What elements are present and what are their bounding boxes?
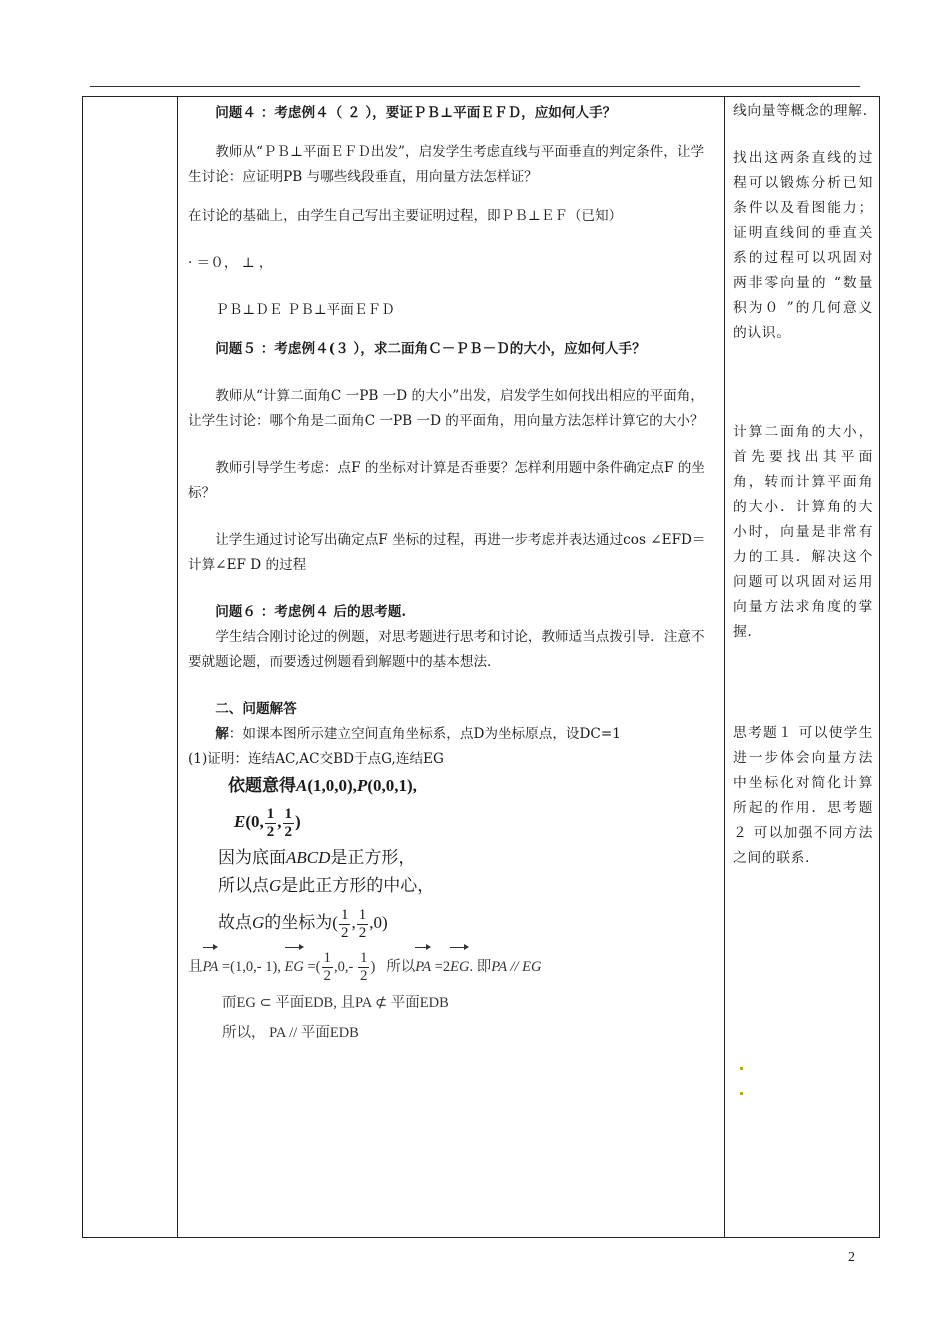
problem5-title: 问题５ ：考虑例４(３ ），求二面角Ｃ－ＰＢ－Ｄ的大小，应如何人手？ xyxy=(215,341,646,357)
problem4-para1: 教师从“ＰＢ⊥平面ＥＦＤ出发”，启发学生考虑直线与平面垂直的判定条件，让学生讨论：应证明PB 与哪些线段垂直，用向量方法怎样证？ xyxy=(188,144,705,185)
math-line-3 xyxy=(188,844,716,872)
solution-text: ：如课本图所示建立空间直角坐标系，点D为坐标原点，设DC=1 xyxy=(228,726,621,742)
numerator: 1 xyxy=(266,805,275,822)
side-note-3: 计算二面角的大小，首先要找出其平面角，转而计算平面角的大小．计算角的大小时，向量是非常有力的工具．解决这个问题可以巩固对运用向量方法求角度的掌握. xyxy=(733,424,873,640)
denominator: 2 xyxy=(323,968,332,985)
math-5-comma: , xyxy=(351,913,356,932)
problem4-title: 问题４ ：考虑例４（ ２ ），要证ＰＢ⊥平面ＥＦＤ，应如何人手？ xyxy=(215,105,617,121)
problem4-para2: 在讨论的基础上，由学生自己写出主要证明过程，即ＰＢ⊥ＥＦ（已知） xyxy=(188,208,623,224)
fraction xyxy=(339,907,351,942)
marker-dot xyxy=(740,1092,743,1095)
vector-pa: PA xyxy=(203,946,219,988)
fraction xyxy=(357,907,369,942)
vector-eg: EG xyxy=(450,946,469,988)
math-5-name: G xyxy=(252,913,265,932)
math-2-comma: , xyxy=(277,812,282,831)
math-line-7: 而EG ⊂ 平面EDB, 且PA ⊄ 平面EDB xyxy=(222,995,449,1011)
math-1-text: 依题意得 xyxy=(228,776,296,795)
vector-eg: EG xyxy=(285,946,304,988)
vector-pa: PA xyxy=(415,946,431,988)
math-6-so: 所以 xyxy=(386,959,416,975)
math-4-pre: 所以点 xyxy=(218,876,269,895)
math-line-1 xyxy=(188,772,716,800)
math-2-close: ) xyxy=(295,812,301,831)
numerator: 1 xyxy=(284,805,293,822)
math-4-post: 是此正方形的中心， xyxy=(281,876,435,895)
math-4-name: G xyxy=(269,876,282,895)
math-3-name: ABCD xyxy=(286,848,331,867)
main-content-column xyxy=(178,97,725,1238)
denominator: 2 xyxy=(358,924,367,941)
fraction xyxy=(265,806,277,841)
problem4-para4: ＰＢ⊥ＤＥ ＰＢ⊥平面ＥＦＤ xyxy=(215,302,395,318)
math-2-open: (0, xyxy=(245,812,264,831)
numerator: 1 xyxy=(340,906,349,923)
math-line-4 xyxy=(188,872,716,900)
math-5-close: ,0) xyxy=(369,913,388,932)
math-6-close: ) xyxy=(370,959,376,975)
numerator: 1 xyxy=(359,950,368,967)
math-line-5 xyxy=(188,900,716,946)
page-number: 2 xyxy=(848,1250,855,1265)
math-6-eq2: =( xyxy=(303,959,321,975)
header-rule xyxy=(90,86,860,87)
math-3-pre: 因为底面 xyxy=(218,848,286,867)
math-6-ji: . 即 xyxy=(469,959,492,975)
denominator: 2 xyxy=(266,823,275,840)
solution-line xyxy=(188,722,716,747)
problem5-para1: 教师从“计算二面角C 一PB 一D 的大小”出发，启发学生如何找出相应的平面角，让学生讨论：哪个角是二面角C 一PB 一D 的平面角，用向量方法怎样计算它的大小？ xyxy=(188,388,704,429)
point-a-coord: (1,0,0), xyxy=(307,776,357,795)
problem4-para3: · ＝０， ⊥ ， xyxy=(188,255,273,271)
side-note-4: 思考题１ 可以使学生进一步体会向量方法中坐标化对简化计算所起的作用．思考题２ 可以加强不同方法之间的联系. xyxy=(733,725,873,866)
problem6-para1: 学生结合刚讨论过的例题，对思考题进行思考和讨论，教师适当点拨引导．注意不要就题论题，而要透过例题看到解题中的基本想法. xyxy=(188,629,705,670)
fraction xyxy=(283,806,295,841)
denominator: 2 xyxy=(284,823,293,840)
fraction xyxy=(322,950,334,985)
point-a: A xyxy=(296,776,308,795)
side-notes-column xyxy=(725,97,880,1238)
fraction xyxy=(358,950,370,985)
left-empty-column xyxy=(83,97,178,1238)
denominator: 2 xyxy=(340,924,349,941)
marker-dot xyxy=(740,1067,743,1070)
numerator: 1 xyxy=(358,906,367,923)
parallel-statement: PA // EG xyxy=(491,959,542,975)
math-5-mid: 的坐标为( xyxy=(264,913,338,932)
math-3-post: 是正方形， xyxy=(330,848,416,867)
point-p-coord: (0,0,1), xyxy=(367,776,417,795)
problem5-para3: 让学生通过讨论写出确定点F 坐标的过程，再进一步考虑并表达通过cos ∠EFD＝ 计算∠EF D 的过程 xyxy=(188,532,706,573)
math-5-pre: 故点 xyxy=(218,913,252,932)
point-e: E xyxy=(234,812,246,831)
problem5-para2: 教师引导学生考虑：点F 的坐标对计算是否垂要？怎样利用题中条件确定点F 的坐标？ xyxy=(188,460,705,501)
lesson-table xyxy=(82,96,880,1238)
math-line-6 xyxy=(188,946,716,988)
numerator: 1 xyxy=(323,950,332,967)
answer-heading: 二、问题解答 xyxy=(215,701,297,717)
side-note-1: 线向量等概念的理解. xyxy=(733,103,868,119)
math-6-eq1: =(1,0,- 1), xyxy=(218,959,281,975)
math-line-2 xyxy=(188,800,716,844)
proof-line: (1)证明：连结AC,AC交BD于点G,连结EG xyxy=(188,751,444,767)
problem6-title: 问题６ ：考虑例４ 后的思考题. xyxy=(215,604,407,620)
denominator: 2 xyxy=(359,968,368,985)
math-6-qie: 且 xyxy=(188,959,203,975)
side-note-2: 找出这两条直线的过程可以锻炼分析已知条件以及看图能力；证明直线间的垂直关系的过程可以巩固对两非零向量的 “数量积为０ ”的几何意义的认识。 xyxy=(733,150,873,341)
math-6-eq3: =2 xyxy=(431,959,451,975)
math-6-mid: ,0,- xyxy=(334,959,357,975)
solution-label: 解 xyxy=(215,726,229,742)
math-line-8: 所以， PA // 平面EDB xyxy=(222,1025,359,1041)
point-p: P xyxy=(356,776,368,795)
